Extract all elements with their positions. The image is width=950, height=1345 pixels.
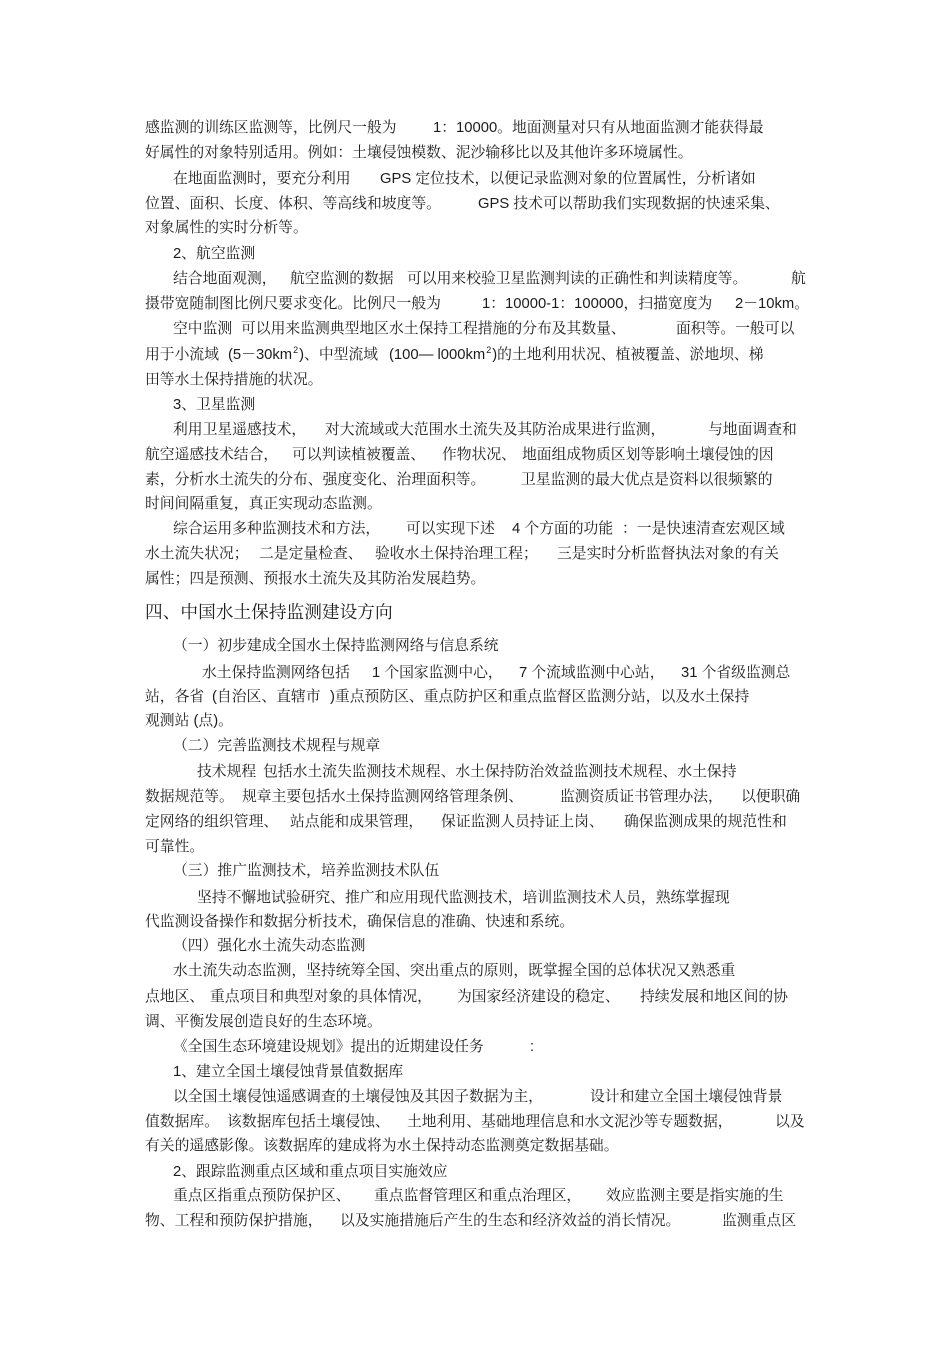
text-run xyxy=(173,244,255,264)
subheading xyxy=(0,1062,950,1082)
text-run xyxy=(212,687,321,707)
text-run xyxy=(145,569,485,589)
text-segment: 站，各省 xyxy=(145,689,205,705)
text-segment: 摄带宽随制图比例尺要求变化。比例尺一般为 xyxy=(145,296,441,312)
text-run xyxy=(389,345,764,366)
text-line xyxy=(0,711,950,731)
text-run xyxy=(145,143,693,163)
text-segment: 2、航空监测 xyxy=(173,246,256,262)
text-segment: 四、中国水土保持监测建设方向 xyxy=(145,602,393,622)
text-run xyxy=(407,269,747,289)
text-run xyxy=(145,711,233,731)
text-run xyxy=(227,1112,390,1132)
text-run xyxy=(380,169,756,189)
text-segment: 水土流失动态监测，坚持统筹全国、突出重点的原则，既掌握全国的总体状况又熟悉重 xyxy=(173,963,736,979)
text-segment: GPS 定位技术，以便记录监测对象的位置属性，分析诸如 xyxy=(380,171,756,187)
text-run xyxy=(375,544,538,564)
text-run xyxy=(374,1186,581,1206)
text-segment: 可以用来监测典型地区水土保持工程措施的分布及其数量、 xyxy=(241,321,626,337)
text-segment: 设计和建立全国土壤侵蚀背景 xyxy=(590,1089,783,1105)
text-segment: 以全国土壤侵蚀遥感调查的土壤侵蚀及其因子数据为主， xyxy=(173,1089,543,1105)
text-segment: 技术规程 xyxy=(197,764,257,780)
text-line xyxy=(0,420,950,440)
superscript: 2 xyxy=(293,345,299,355)
text-segment: 好属性的对象特别适用。例如：土壤侵蚀模数、泥沙输移比以及其他许多环境属性。 xyxy=(145,145,693,161)
text-run xyxy=(145,600,393,624)
text-segment: 地面组成物质区划等影响土壤侵蚀的因 xyxy=(522,447,774,463)
text-run xyxy=(145,787,234,807)
text-line xyxy=(0,1012,950,1032)
text-segment: 1、建立全国土壤侵蚀背景值数据库 xyxy=(173,1064,404,1080)
text-run xyxy=(290,269,394,289)
text-line xyxy=(0,169,950,189)
text-segment: 验收水土保持治理工程； xyxy=(375,546,538,562)
text-segment: 航空遥感技术结合， xyxy=(145,447,279,463)
text-segment: 代监测设备操作和数据分析技术，确保信息的准确、快速和系统。 xyxy=(145,914,575,930)
text-segment: 坚持不懈地试验研究、推广和应用现代监测技术，培训监测技术人员，熟练掌握现 xyxy=(197,890,730,906)
text-segment: 3、卫星监测 xyxy=(173,397,256,413)
text-line xyxy=(0,218,950,238)
text-run xyxy=(457,987,620,1007)
text-run xyxy=(173,319,232,339)
text-line xyxy=(0,544,950,564)
text-segment: 田等水土保持措施的状况。 xyxy=(145,372,323,388)
text-line xyxy=(0,370,950,390)
subheading xyxy=(0,736,950,756)
text-run xyxy=(173,395,255,415)
text-run xyxy=(241,319,626,339)
text-run xyxy=(145,194,441,214)
text-run xyxy=(145,1112,219,1132)
text-run xyxy=(735,294,809,314)
text-run xyxy=(173,420,306,440)
text-run xyxy=(560,787,723,807)
text-segment: 站点能和成果管理， xyxy=(290,814,424,830)
text-run xyxy=(519,663,665,683)
text-segment: （三）推广监测技术，培养监测技术队伍 xyxy=(173,863,440,879)
text-segment: 航空监测的数据 xyxy=(290,271,394,287)
text-run xyxy=(173,961,735,981)
text-segment: 时间间隔重复，真正实现动态监测。 xyxy=(145,496,382,512)
text-run xyxy=(433,118,764,138)
text-run xyxy=(173,861,439,881)
text-segment: 2－10km。 xyxy=(735,296,810,312)
text-segment: 4 个方面的功能 xyxy=(512,521,614,537)
text-segment: 水土保持监测网络包括 xyxy=(202,665,350,681)
text-run xyxy=(478,194,780,214)
text-segment: （一）初步建成全国水土保持监测网络与信息系统 xyxy=(173,638,499,654)
text-segment: 数据规范等。 xyxy=(145,789,234,805)
text-run xyxy=(173,1037,484,1057)
text-segment: 作物状况、 xyxy=(442,447,516,463)
text-run xyxy=(145,687,204,707)
text-run xyxy=(145,1012,382,1032)
text-segment: 可以用来校验卫星监测判读的正确性和判读精度等。 xyxy=(407,271,748,287)
text-run xyxy=(791,269,806,289)
text-line xyxy=(0,663,950,683)
subheading xyxy=(0,861,950,881)
text-run xyxy=(145,837,204,857)
text-segment: 2、跟踪监测重点区域和重点项目实施效应 xyxy=(173,1164,448,1180)
text-segment: 包括水土流失监测技术规程、水土保持防治效益监测技术规程、水土保持 xyxy=(263,764,737,780)
text-run xyxy=(173,169,351,189)
text-run xyxy=(173,1162,448,1182)
text-segment: 物、工程和预防保护措施， xyxy=(145,1213,323,1229)
text-segment: 属性；四是预测、预报水土流失及其防治发展趋势。 xyxy=(145,571,486,587)
text-segment: 以便职确 xyxy=(741,789,801,805)
text-segment: （四）强化水土流失动态监测 xyxy=(173,938,366,954)
subheading xyxy=(0,636,950,656)
text-segment: 对象属性的实时分析等。 xyxy=(145,220,308,236)
text-line xyxy=(0,470,950,490)
text-segment: （二）完善监测技术规程与规章 xyxy=(173,738,381,754)
text-segment: 土地利用、基础地理信息和水文泥沙等专题数据， xyxy=(407,1114,733,1130)
text-run xyxy=(145,345,219,365)
text-run xyxy=(681,663,790,683)
text-line xyxy=(0,569,950,589)
text-run xyxy=(145,470,485,490)
text-run xyxy=(640,987,788,1007)
text-segment: 与地面调查和 xyxy=(708,422,797,438)
text-run xyxy=(173,1062,403,1082)
text-segment: : xyxy=(530,1039,535,1055)
text-run xyxy=(482,294,712,314)
text-line xyxy=(0,762,950,782)
text-run xyxy=(624,812,787,832)
text-line xyxy=(0,118,950,138)
text-segment: 7 个流域监测中心站， xyxy=(519,665,665,681)
text-segment: 可靠性。 xyxy=(145,839,205,855)
text-segment: 保证监测人员持证上岗、 xyxy=(441,814,604,830)
subheading xyxy=(0,395,950,415)
text-line xyxy=(0,812,950,832)
text-line xyxy=(0,494,950,514)
text-segment: 可以判读植被覆盖、 xyxy=(292,447,426,463)
text-run xyxy=(228,345,378,366)
text-run xyxy=(372,663,503,683)
text-run xyxy=(521,470,773,490)
text-segment: 二是定量检查、 xyxy=(259,546,363,562)
text-run xyxy=(722,1211,796,1231)
text-run xyxy=(145,987,204,1007)
text-segment: 效应监测主要是指实施的生 xyxy=(606,1188,784,1204)
text-segment: 用于小流域 xyxy=(145,347,219,363)
text-run xyxy=(242,787,523,807)
text-segment: 面积等。一般可以 xyxy=(676,321,795,337)
subheading xyxy=(0,936,950,956)
text-segment: 重点监督管理区和重点治理区， xyxy=(374,1188,582,1204)
text-segment: 值数据库。 xyxy=(145,1114,219,1130)
text-run xyxy=(145,294,441,314)
text-run xyxy=(173,1087,543,1107)
text-segment: 综合运用多种监测技术和方法， xyxy=(173,521,381,537)
text-run xyxy=(292,445,425,465)
text-run xyxy=(325,420,665,440)
text-segment: 有关的遥感影像。该数据库的建成将为水土保持动态监测奠定数据基础。 xyxy=(145,1138,619,1154)
text-line xyxy=(0,143,950,163)
text-run xyxy=(330,687,749,707)
text-run xyxy=(775,1112,805,1132)
text-segment: 素，分析水土流失的分布、强度变化、治理面积等。 xyxy=(145,472,486,488)
text-line xyxy=(0,519,950,539)
text-segment: GPS 技术可以帮助我们实现数据的快速采集、 xyxy=(478,196,780,212)
text-run xyxy=(676,319,794,339)
text-segment: 定网络的组织管理、 xyxy=(145,814,279,830)
text-line xyxy=(0,888,950,908)
text-run xyxy=(173,636,499,656)
text-segment: 《全国生态环境建设规划》提出的近期建设任务 xyxy=(173,1039,484,1055)
text-line xyxy=(0,294,950,314)
text-run xyxy=(557,544,779,564)
superscript: 2 xyxy=(486,345,492,355)
text-run xyxy=(259,544,363,564)
text-segment: (5－30km xyxy=(228,347,293,363)
text-run xyxy=(145,812,278,832)
text-line xyxy=(0,987,950,1007)
subheading xyxy=(0,1162,950,1182)
text-segment: 规章主要包括水土保持监测网络管理条例、 xyxy=(242,789,524,805)
text-segment: 监测重点区 xyxy=(722,1213,796,1229)
text-segment: 确保监测成果的规范性和 xyxy=(624,814,787,830)
text-segment: 利用卫星遥感技术， xyxy=(173,422,307,438)
text-segment: (自治区、直辖市 xyxy=(212,689,321,705)
text-run xyxy=(197,888,730,908)
text-line xyxy=(0,1112,950,1132)
text-segment: 位置、面积、长度、体积、等高线和坡度等。 xyxy=(145,196,441,212)
text-run xyxy=(145,218,308,238)
text-line xyxy=(0,1211,950,1231)
text-segment: 可以实现下述 xyxy=(406,521,495,537)
text-run xyxy=(522,445,774,465)
text-segment: )重点预防区、重点防护区和重点监督区监测分站，以及水土保持 xyxy=(330,689,750,705)
text-segment: 1：10000-1：100000，扫描宽度为 xyxy=(482,296,713,312)
text-line xyxy=(0,912,950,932)
text-line xyxy=(0,1136,950,1156)
text-run xyxy=(741,787,800,807)
text-segment: 重点项目和典型对象的具体情况， xyxy=(210,989,432,1005)
text-line xyxy=(0,1186,950,1206)
text-run xyxy=(407,1112,733,1132)
text-segment: 重点区指重点预防保护区、 xyxy=(173,1188,351,1204)
text-run xyxy=(197,762,256,782)
text-line xyxy=(0,269,950,289)
text-segment: 以及实施措施后产生的生态和经济效益的消长情况。 xyxy=(340,1213,681,1229)
text-segment: )、中型流域 xyxy=(299,347,379,363)
text-line xyxy=(0,345,950,365)
subheading xyxy=(0,244,950,264)
text-run xyxy=(708,420,797,440)
text-line xyxy=(0,319,950,339)
text-segment: 在地面监测时，要充分利用 xyxy=(173,171,351,187)
text-run xyxy=(530,1037,534,1057)
text-line xyxy=(0,1087,950,1107)
text-run xyxy=(512,519,613,539)
text-line xyxy=(0,687,950,707)
text-run xyxy=(145,118,397,138)
text-run xyxy=(406,519,495,539)
text-run xyxy=(290,812,423,832)
text-run xyxy=(173,936,365,956)
text-run xyxy=(145,494,382,514)
text-segment: 空中监测 xyxy=(173,321,233,337)
text-run xyxy=(210,987,432,1007)
text-run xyxy=(202,663,350,683)
text-segment: 为国家经济建设的稳定、 xyxy=(457,989,620,1005)
text-run xyxy=(145,1136,619,1156)
text-segment: 以及 xyxy=(775,1114,805,1130)
text-line xyxy=(0,837,950,857)
text-run xyxy=(173,1186,351,1206)
text-run xyxy=(145,912,574,932)
text-segment: 航 xyxy=(791,271,806,287)
text-run xyxy=(441,812,604,832)
text-run xyxy=(590,1087,782,1107)
text-run xyxy=(622,519,785,539)
text-segment: (100— l000km xyxy=(389,347,486,363)
text-segment: 卫星监测的最大优点是资料以很频繁的 xyxy=(521,472,773,488)
text-segment: 点地区、 xyxy=(145,989,205,1005)
text-segment: 水土流失状况； xyxy=(145,546,249,562)
text-run xyxy=(145,544,249,564)
text-segment: 持续发展和地区间的协 xyxy=(640,989,788,1005)
text-run xyxy=(340,1211,680,1231)
text-run xyxy=(145,1211,323,1231)
text-run xyxy=(145,445,278,465)
text-line xyxy=(0,787,950,807)
text-run xyxy=(145,370,323,390)
text-segment: 1：10000。地面测量对只有从地面监测才能获得最 xyxy=(433,120,764,136)
section-heading xyxy=(0,600,950,624)
text-segment: 31 个省级监测总 xyxy=(681,665,791,681)
text-run xyxy=(173,269,277,289)
text-line xyxy=(0,445,950,465)
text-segment: 该数据库包括土壤侵蚀、 xyxy=(227,1114,390,1130)
text-segment: 结合地面观测， xyxy=(173,271,277,287)
text-segment: 三是实时分析监督执法对象的有关 xyxy=(557,546,779,562)
text-line xyxy=(0,961,950,981)
text-segment: 监测资质证书管理办法， xyxy=(560,789,723,805)
text-segment: 感监测的训练区监测等，比例尺一般为 xyxy=(145,120,397,136)
text-segment: 观测站 (点)。 xyxy=(145,713,233,729)
text-run xyxy=(606,1186,784,1206)
text-segment: 1 个国家监测中心， xyxy=(372,665,503,681)
text-segment: 调、平衡发展创造良好的生态环境。 xyxy=(145,1014,382,1030)
text-line xyxy=(0,194,950,214)
text-segment: ：一是快速清查宏观区域 xyxy=(622,521,785,537)
text-line xyxy=(0,1037,950,1057)
text-segment: 对大流域或大范围水土流失及其防治成果进行监测， xyxy=(325,422,666,438)
text-run xyxy=(173,519,380,539)
text-segment: )的土地利用状况、植被覆盖、淤地坝、梯 xyxy=(492,347,764,363)
text-run xyxy=(263,762,737,782)
text-run xyxy=(173,736,380,756)
text-run xyxy=(442,445,516,465)
